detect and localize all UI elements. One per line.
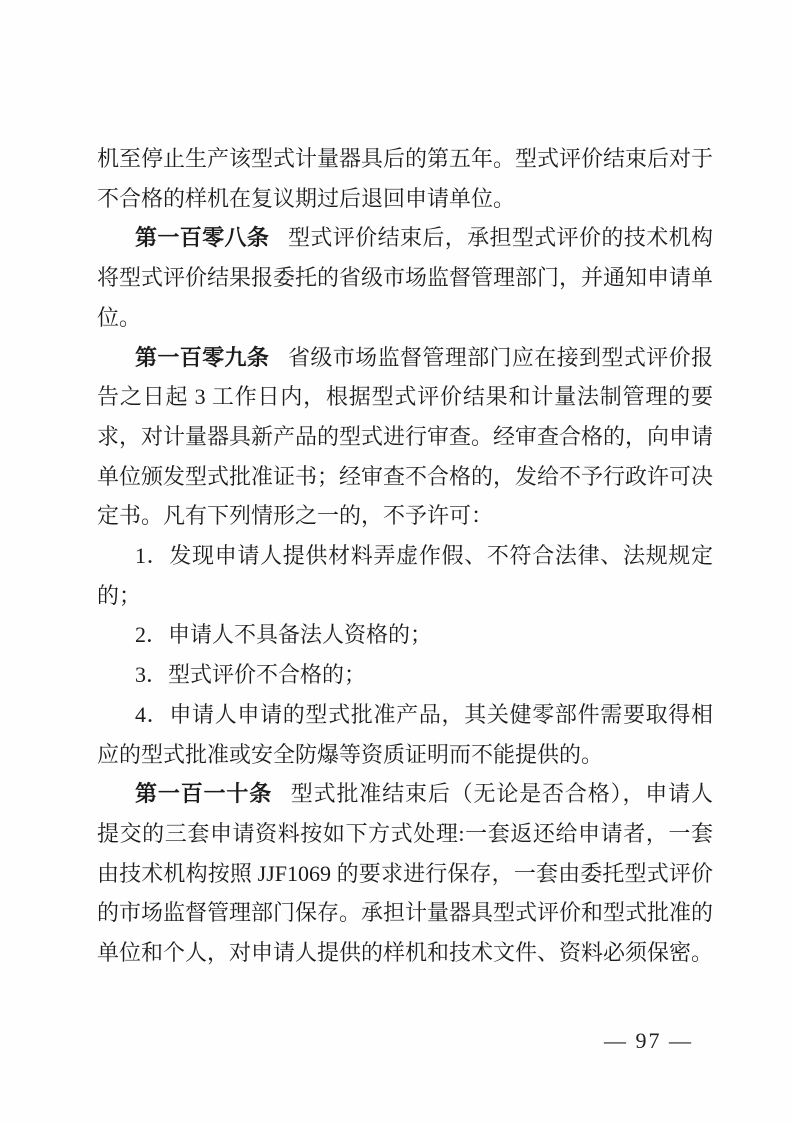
clause-item-2 xyxy=(97,615,713,655)
article-109-text: 省级市场监督管理部门应在接到型式评价报告之日起 3 工作日内，根据型式评价结果和计量法制管理的要求，对计量器具新产品的型式进行审查。经审查合格的，向申请单位颁发型式批准证书；经审查不合格的，发给不予行政许可决定书。凡有下列情形之一的，不予许可： xyxy=(97,344,714,529)
clause-item-3-text: 3．型式评价不合格的； xyxy=(135,662,367,688)
clause-item-3 xyxy=(97,655,713,695)
article-108-heading: 第一百零八条 xyxy=(135,225,270,251)
article-108-text: 型式评价结束后，承担型式评价的技术机构将型式评价结果报委托的省级市场监督管理部门，并通知申请单位。 xyxy=(97,225,714,330)
document-body xyxy=(97,139,713,973)
paragraph-text: 机至停止生产该型式计量器具后的第五年。型式评价结束后对于不合格的样机在复议期过后退回申请单位。 xyxy=(97,146,714,211)
article-109 xyxy=(97,338,713,537)
article-110-heading: 第一百一十条 xyxy=(135,781,273,807)
clause-item-4-text: 4．申请人申请的型式批准产品，其关健零部件需要取得相应的型式批准或安全防爆等资质证明而不能提供的。 xyxy=(97,701,713,767)
article-110-text: 型式批准结束后（无论是否合格），申请人提交的三套申请资料按如下方式处理:一套返还给申请者，一套由技术机构按照 JJF1069 的要求进行保存，一套由委托型式评价的市场监督管理部门保存。承担计量器具型式评价和型式批准的单位和个人，对申请人提供的样机和技术文件、资料必须保密。 xyxy=(97,781,714,966)
page-number: — 97 — xyxy=(604,1028,693,1053)
clause-item-2-text: 2．申请人不具备法人资格的； xyxy=(135,622,433,648)
article-110 xyxy=(97,774,713,973)
article-108 xyxy=(97,218,713,337)
clause-item-1 xyxy=(97,536,713,615)
clause-item-1-text: 1．发现申请人提供材料弄虚作假、不符合法律、法规规定的； xyxy=(97,543,713,608)
clause-item-4 xyxy=(97,695,713,774)
paragraph-continuation xyxy=(97,139,713,218)
article-109-heading: 第一百零九条 xyxy=(135,344,270,370)
